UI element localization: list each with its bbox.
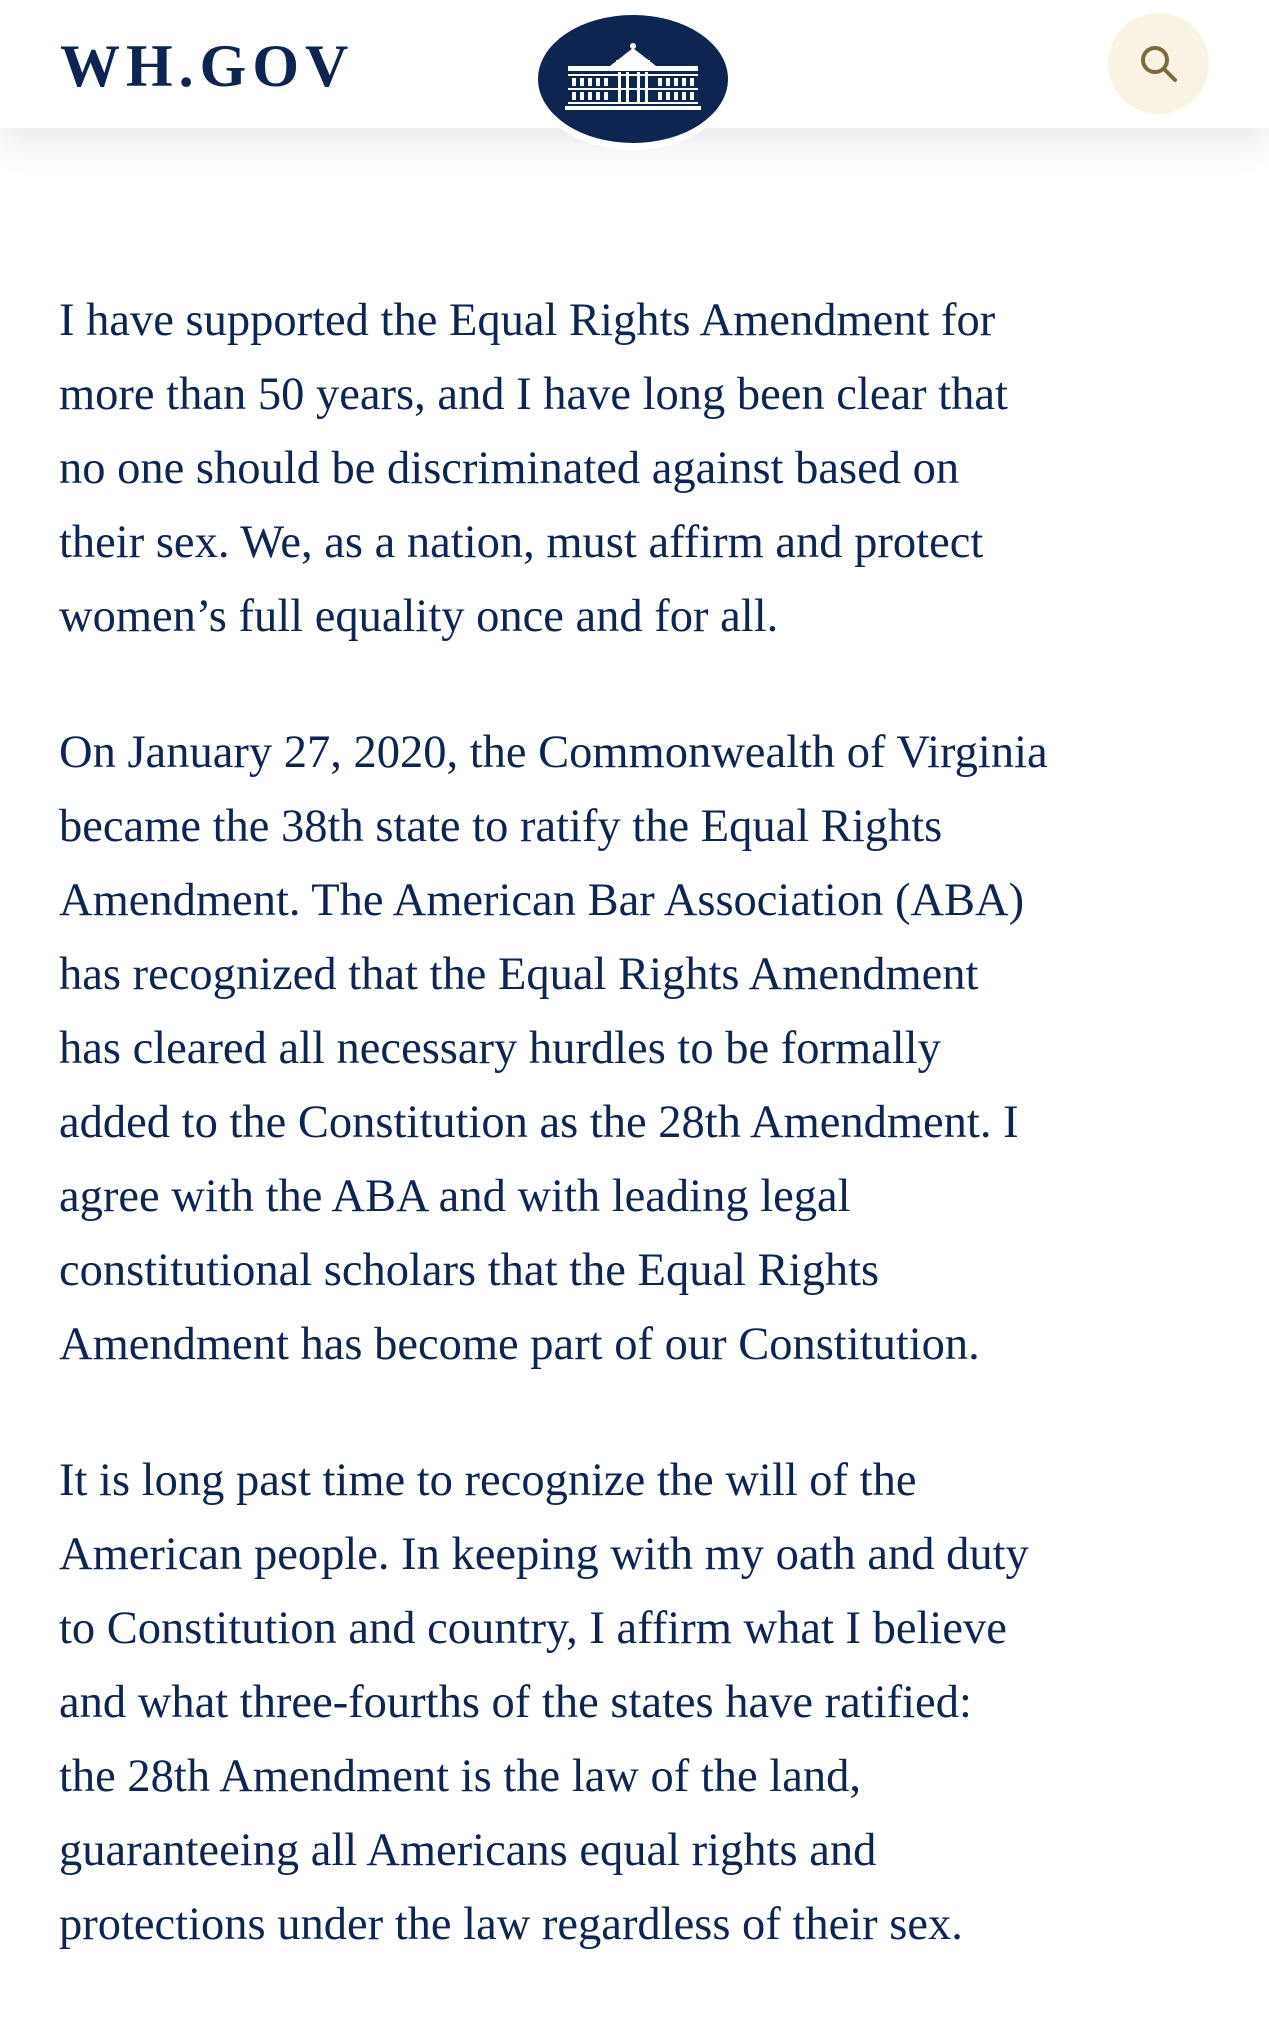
site-title-link[interactable]: WH.GOV <box>60 33 355 99</box>
article-body <box>59 284 1219 2024</box>
search-icon <box>1137 42 1181 86</box>
paragraph: I have supported the Equal Rights Amendment for more than 50 years, and I have long been clear that no one should be discriminated against based on their sex. We, as a nation, must affirm and protect women’s full equality once and for all. <box>59 295 1008 642</box>
search-button[interactable] <box>1108 13 1209 114</box>
paragraph: It is long past time to recognize the will of the American people. In keeping with my oath and duty to Constitution and country, I affirm what I believe and what three-fourths of the states have ratified: the 28th Amendment is the law of the land, guaranteeing all Americans equal rights and protections under the law regardless of their sex. <box>59 1455 1029 1950</box>
site-header <box>0 0 1269 128</box>
paragraph: On January 27, 2020, the Commonwealth of Virginia became the 38th state to ratify the Equal Rights Amendment. The American Bar Association (ABA) has recognized that the Equal Rights Amendment has cleared all necessary hurdles to be formally added to the Constitution as the 28th Amendment. I agree with the ABA and with leading legal constitutional scholars that the Equal Rights Amendment has become part of our Constitution. <box>59 727 1048 1370</box>
white-house-seal-icon[interactable] <box>532 10 734 152</box>
